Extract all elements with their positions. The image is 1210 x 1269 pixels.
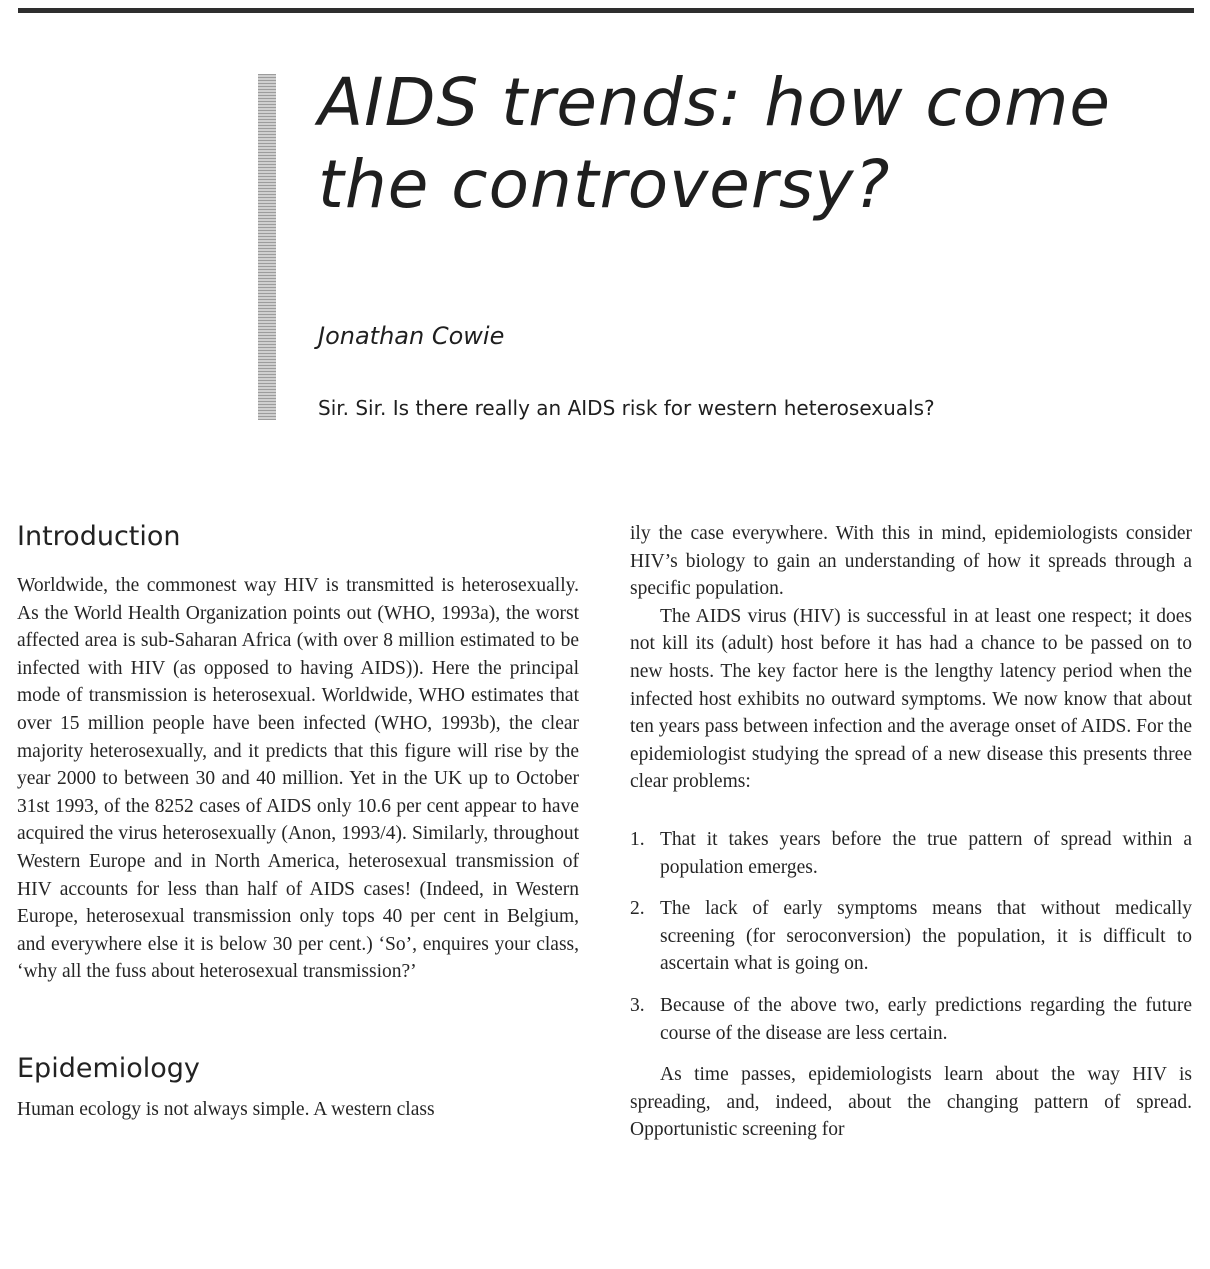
problems-list <box>630 826 1192 1047</box>
list-item <box>630 895 1192 978</box>
article-subtitle: Sir. Sir. Is there really an AIDS risk for western heterosexuals? <box>318 396 935 420</box>
continuation-paragraph: ily the case everywhere. With this in mind, epidemiologists consider HIV’s biology to gain an understanding of how it spreads through a specific population. <box>630 523 1192 600</box>
list-item-text: That it takes years before the true pattern of spread within a population emerges. <box>660 828 1192 878</box>
article-title-line-1: AIDS trends: how come <box>318 64 1111 141</box>
epidemiology-heading: Epidemiology <box>17 1052 200 1084</box>
screening-paragraph: As time passes, epidemiologists learn about the way HIV is spreading, and, indeed, about the changing pattern of spread. Opportunistic screening for <box>630 1064 1192 1141</box>
author-name: Jonathan Cowie <box>318 322 505 350</box>
title-accent-bar <box>258 74 276 420</box>
article-title <box>318 62 1178 226</box>
list-item <box>630 826 1192 881</box>
article-title-line-2: the controversy? <box>318 146 891 223</box>
right-column <box>630 520 1192 1144</box>
list-item-text: Because of the above two, early predictions regarding the future course of the disease are less certain. <box>660 994 1192 1044</box>
list-item <box>630 992 1192 1047</box>
list-item-text: The lack of early symptoms means that without medically screening (for seroconversion) the population, it is difficult to ascertain what is going on. <box>660 898 1192 975</box>
list-item-number: 1. <box>630 828 645 850</box>
introduction-heading: Introduction <box>17 521 181 552</box>
top-rule <box>18 8 1194 13</box>
left-column <box>17 520 579 1124</box>
introduction-paragraph: Worldwide, the commonest way HIV is transmitted is heterosexually. As the World Health Organization points out (WHO, 1993a), the worst affected area is sub-Saharan Africa (with over 8 million estimated to be infected with HIV (as opposed to having AIDS)). Here the principal mode of transmission is heterosexual. Worldwide, WHO estimates that over 15 million people have been infected (WHO, 1993b), the clear majority heterosexually, and it predicts that this figure will rise by the year 2000 to between 30 and 40 million. Yet in the UK up to October 31st 1993, of the 8252 cases of AIDS only 10.6 per cent appear to have acquired the virus heterosexually (Anon, 1993/4). Similarly, throughout Western Europe and in North America, heterosexual transmission of HIV accounts for less than half of AIDS cases! (Indeed, in Western Europe, heterosexual transmission only tops 40 per cent in Belgium, and everywhere else it is below 30 per cent.) ‘So’, enquires your class, ‘why all the fuss about heterosexual transmission?’ <box>17 575 579 983</box>
list-item-number: 3. <box>630 994 645 1016</box>
list-item-number: 2. <box>630 898 645 920</box>
epidemiology-paragraph: Human ecology is not always simple. A western class <box>17 1098 435 1120</box>
hiv-latency-paragraph: The AIDS virus (HIV) is successful in at least one respect; it does not kill its (adult) host before it has had a chance to be passed on to new hosts. The key factor here is the lengthy latency period when the infected host exhibits no outward symptoms. We now know that about ten years pass between infection and the average onset of AIDS. For the epidemiologist studying the spread of a new disease this presents three clear problems: <box>630 605 1192 793</box>
